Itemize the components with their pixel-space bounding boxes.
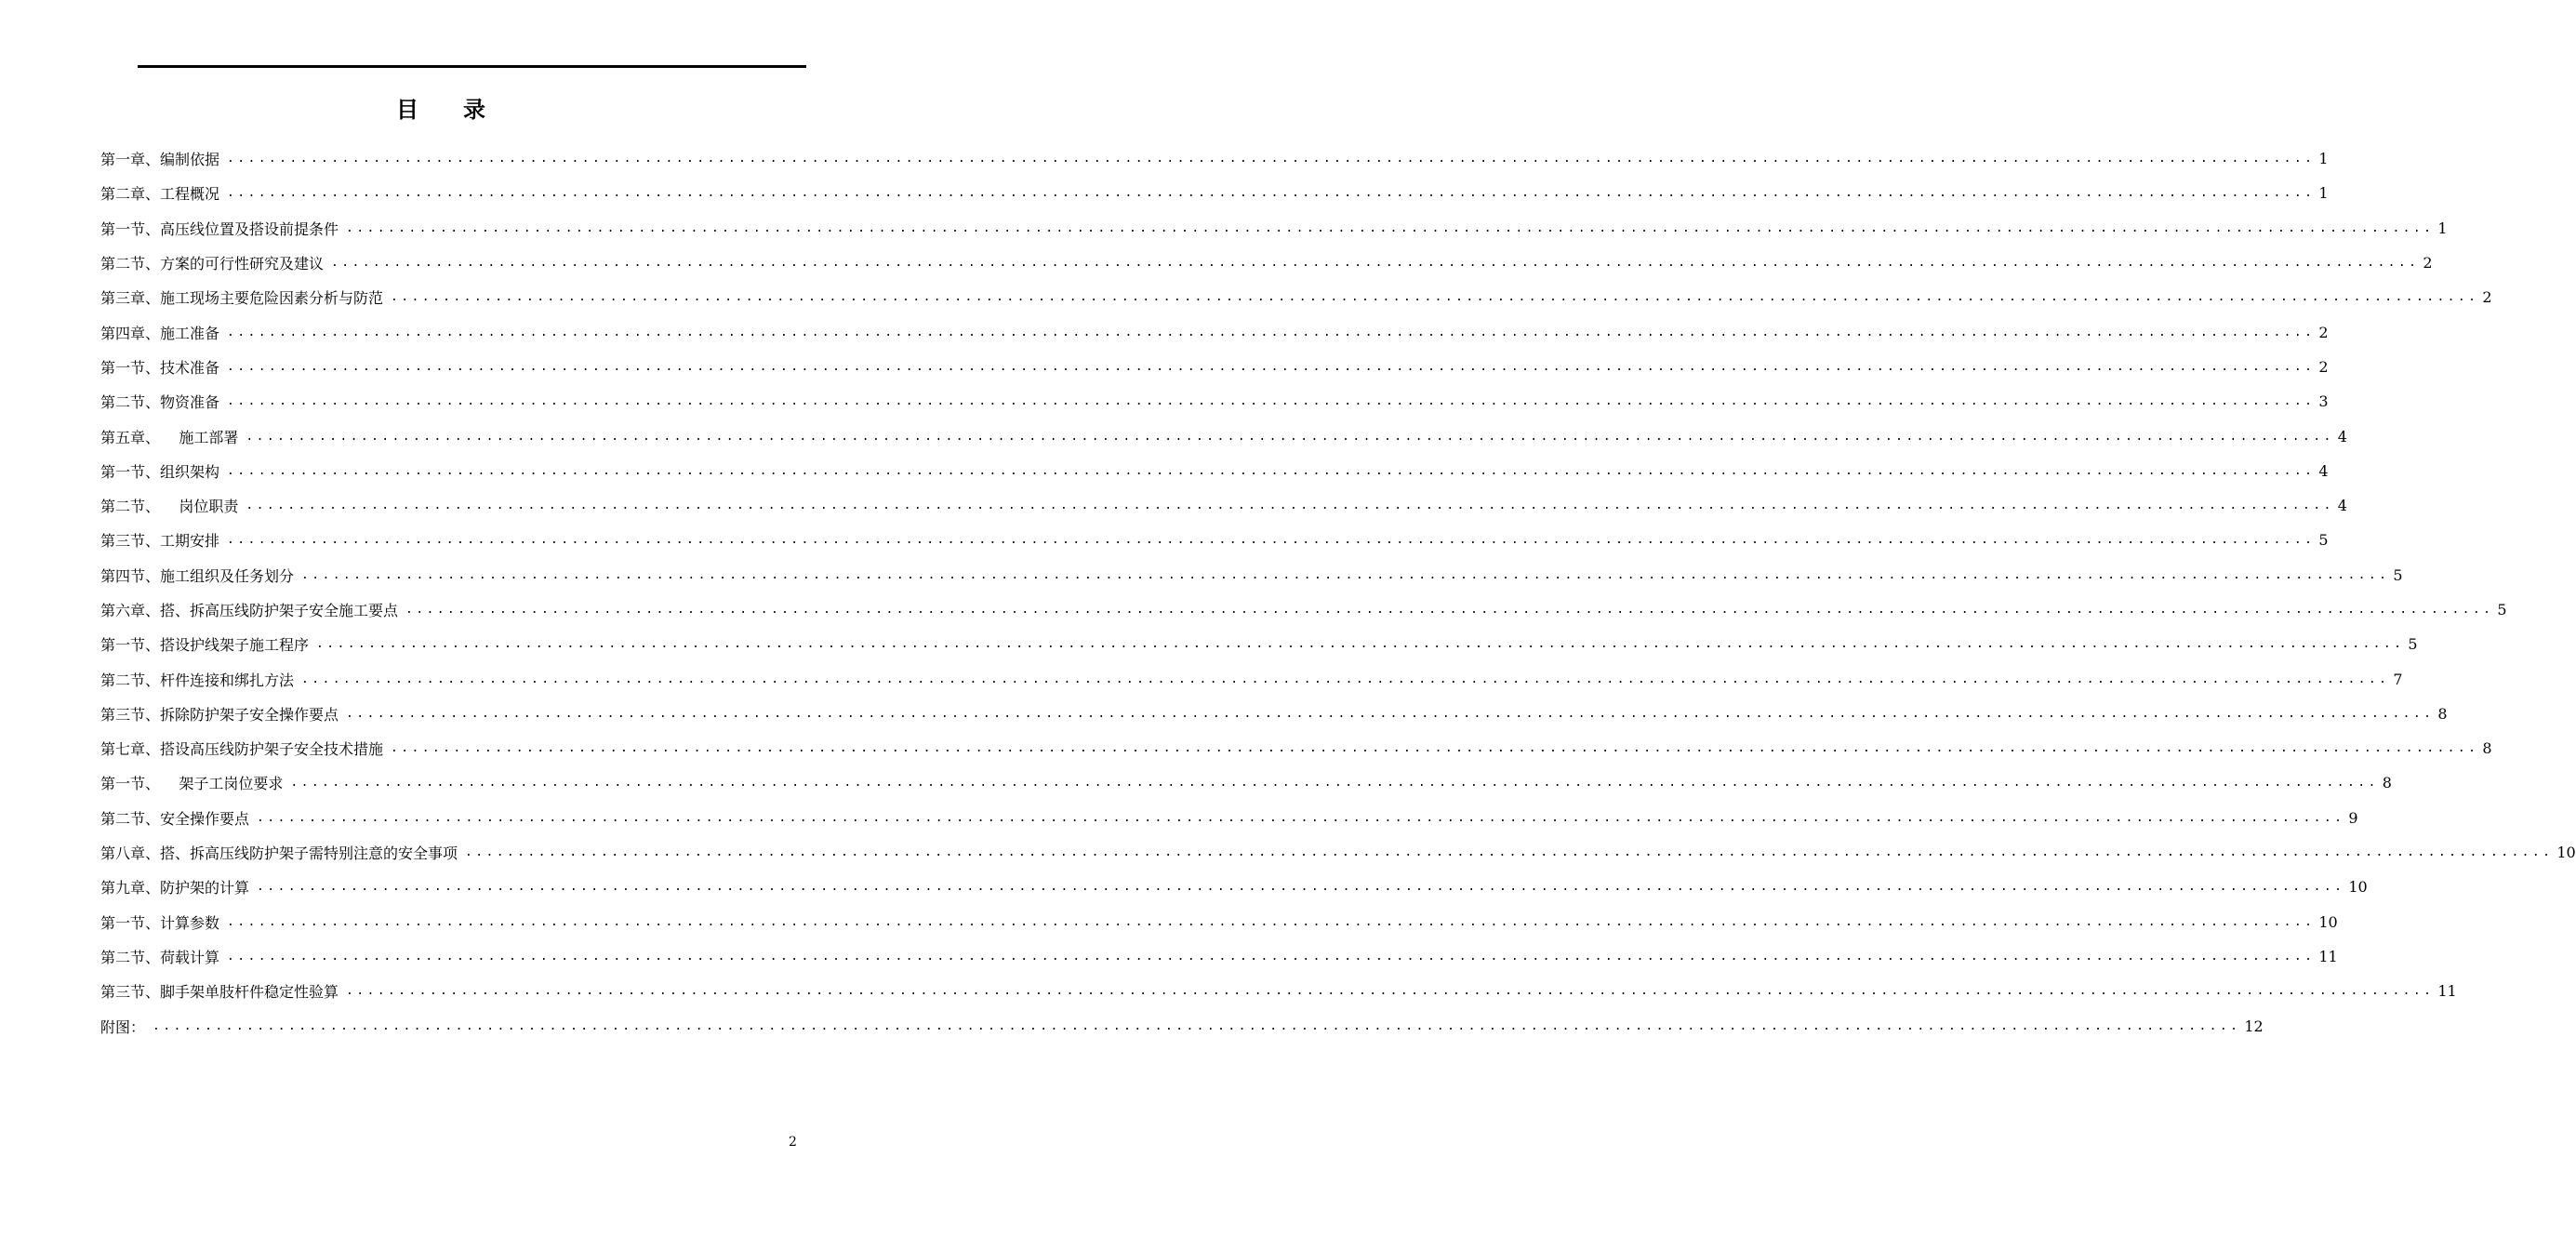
toc-entry-text: 第一节、组织架构 [100,462,220,481]
toc-entry[interactable] [100,523,2329,557]
toc-entry-page: 5 [2393,565,2403,584]
toc-dot-leader: ........................................................................................................................................................................................................ [227,914,2316,929]
toc-entry-page: 8 [2437,704,2448,723]
toc-title-char-2: 录 [463,97,487,123]
toc-entry-page: 2 [2423,254,2433,273]
toc-entry-text: 第二节、安全操作要点 [100,809,250,828]
toc-entry-text: 第五章、 施工部署 [100,428,239,446]
toc-entry-text: 第四节、施工组织及任务划分 [100,566,295,585]
toc-entry[interactable] [100,870,2368,904]
toc-entry-page: 8 [2382,774,2392,792]
toc-entry[interactable] [100,176,2329,210]
toc-entry[interactable] [100,974,2457,1008]
toc-dot-leader: ........................................................................................................................................................................................................ [290,776,2379,791]
toc-entry[interactable] [100,419,2347,453]
toc-entry-page: 5 [2318,531,2329,550]
toc-entry[interactable] [100,765,2392,800]
toc-dot-leader: ........................................................................................................................................................................................................ [246,499,2334,513]
toc-entry-page: 2 [2318,323,2329,341]
toc-entry-text: 第四章、施工准备 [100,324,220,342]
toc-entry[interactable] [100,211,2448,246]
toc-entry[interactable] [100,558,2403,592]
toc-entry-text: 第一节、 架子工岗位要求 [100,775,284,793]
toc-entry-text: 第一章、编制依据 [100,151,220,169]
toc-entry[interactable] [100,661,2403,696]
toc-entry-page: 10 [2556,844,2576,862]
toc-entry-page: 8 [2482,739,2492,758]
toc-entry[interactable] [100,835,2576,870]
toc-dot-leader: ........................................................................................................................................................................................................ [257,810,2345,825]
toc-entry-text: 第九章、防护架的计算 [100,879,250,898]
toc-entry[interactable] [100,314,2329,349]
toc-entry-text: 第三节、拆除防护架子安全操作要点 [100,705,339,724]
toc-entry-page: 1 [2437,219,2448,237]
toc-entry-page: 4 [2318,461,2329,480]
toc-dot-leader: ........................................................................................................................................................................................................ [301,567,2390,582]
toc-entry[interactable] [100,939,2338,974]
toc-entry-page: 4 [2337,497,2347,515]
toc-dot-leader: ........................................................................................................................................................................................................ [405,603,2494,617]
toc-entry-page: 2 [2318,357,2329,376]
toc-entry-text: 第一节、高压线位置及搭设前提条件 [100,219,339,238]
toc-entry-text: 第三节、工期安排 [100,532,220,551]
toc-entry-page: 7 [2393,670,2403,688]
toc-entry[interactable] [100,350,2329,384]
toc-title-char-1: 目 [396,97,420,123]
toc-dot-leader: ........................................................................................................................................................................................................ [331,256,2420,271]
toc-dot-leader: ........................................................................................................................................................................................................ [227,949,2316,964]
toc-dot-leader: ........................................................................................................................................................................................................ [227,152,2316,166]
toc-dot-leader: ........................................................................................................................................................................................................ [153,1018,2241,1033]
toc-entry-text: 第二节、物资准备 [100,393,220,412]
toc-entry-page: 9 [2348,808,2358,827]
toc-dot-leader: ........................................................................................................................................................................................................ [301,672,2390,686]
toc-entry-page: 1 [2318,150,2329,168]
toc-entry-page: 3 [2318,392,2329,411]
toc-entry-text: 第二章、工程概况 [100,185,220,204]
page-number: 2 [789,1135,797,1150]
toc-entry-text: 第二节、方案的可行性研究及建议 [100,255,325,273]
toc-entry-page: 12 [2244,1017,2264,1035]
toc-dot-leader: ........................................................................................................................................................................................................ [257,880,2345,895]
toc-entry[interactable] [100,592,2507,627]
toc-entry-text: 第七章、搭设高压线防护架子安全技术措施 [100,740,384,759]
toc-dot-leader: ........................................................................................................................................................................................................ [346,220,2435,235]
toc-entry-text: 第六章、搭、拆高压线防护架子安全施工要点 [100,602,399,619]
toc-dot-leader: ........................................................................................................................................................................................................ [391,741,2479,756]
toc-entry[interactable] [100,731,2492,765]
toc-entry[interactable] [100,141,2329,176]
toc-entry-page: 1 [2318,184,2329,203]
toc-entry-text: 第三节、脚手架单肢杆件稳定性验算 [100,983,339,1002]
toc-entry[interactable] [100,454,2329,488]
toc-entry-page: 10 [2318,912,2338,931]
toc-entry[interactable] [100,246,2433,280]
toc-dot-leader: ........................................................................................................................................................................................................ [227,394,2316,409]
toc-entry[interactable] [100,1008,2264,1043]
toc-entry-text: 第三章、施工现场主要危险因素分析与防范 [100,289,384,308]
toc-dot-leader: ........................................................................................................................................................................................................ [227,359,2316,374]
toc-dot-leader: ........................................................................................................................................................................................................ [391,290,2479,305]
toc-entry-page: 11 [2318,947,2338,965]
toc-dot-leader: ........................................................................................................................................................................................................ [227,186,2316,201]
toc-dot-leader: ........................................................................................................................................................................................................ [227,325,2316,339]
toc-entry[interactable] [100,905,2338,939]
toc-title [0,91,883,124]
toc-dot-leader: ........................................................................................................................................................................................................ [465,845,2554,860]
toc-entry[interactable] [100,627,2418,661]
toc-entry[interactable] [100,488,2347,523]
toc-dot-leader: ........................................................................................................................................................................................................ [316,637,2405,652]
header-rule [138,65,806,68]
toc-dot-leader: ........................................................................................................................................................................................................ [227,533,2316,548]
toc-dot-leader: ........................................................................................................................................................................................................ [346,984,2435,999]
toc-entry-page: 10 [2348,878,2368,897]
toc-entry-text: 第一节、技术准备 [100,358,220,377]
toc-entry-text: 第二节、 岗位职责 [100,498,239,516]
toc-entry-text: 第八章、搭、拆高压线防护架子需特别注意的安全事项 [100,844,458,863]
toc-dot-leader: ........................................................................................................................................................................................................ [246,429,2334,444]
toc-entry-page: 5 [2497,601,2507,618]
toc-entry[interactable] [100,384,2329,419]
toc-list [100,141,2576,1044]
toc-entry[interactable] [100,801,2358,835]
toc-entry-page: 5 [2408,635,2418,654]
toc-entry[interactable] [100,280,2492,314]
toc-entry-text: 第一节、计算参数 [100,913,220,932]
toc-dot-leader: ........................................................................................................................................................................................................ [346,706,2435,721]
toc-entry[interactable] [100,697,2448,731]
toc-entry-text: 附图： [100,1017,146,1036]
toc-entry-page: 2 [2482,288,2492,307]
toc-dot-leader: ........................................................................................................................................................................................................ [227,463,2316,478]
toc-entry-text: 第二节、杆件连接和绑扎方法 [100,671,295,689]
toc-entry-page: 11 [2437,982,2457,1001]
toc-entry-text: 第二节、荷载计算 [100,948,220,966]
toc-entry-text: 第一节、搭设护线架子施工程序 [100,636,310,655]
toc-entry-page: 4 [2337,427,2347,445]
